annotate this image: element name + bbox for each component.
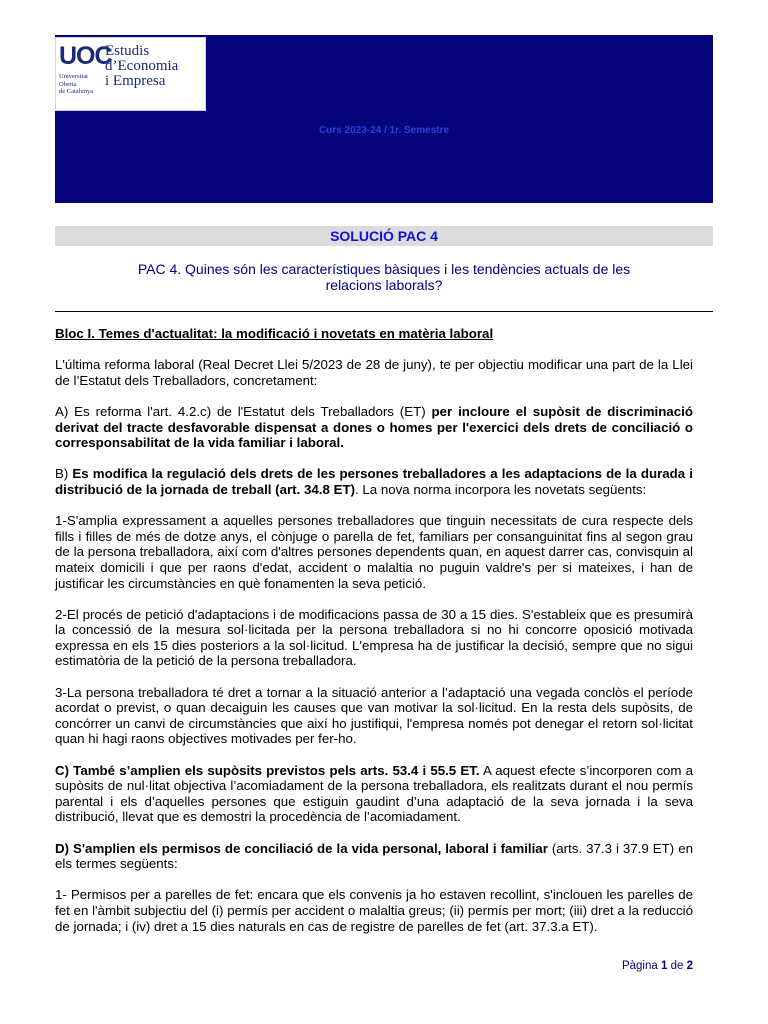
item-2: 2-El procés de petició d'adaptacions i de modificacions passa de 30 a 15 dies. S'estableix que es presumirà la concessió de la mesura sol·licitada per la persona treballadora si no hi concorre oposició motivada expressa en els 15 dies posteriors a la sol·licitud. L'empresa ha de justificar la decisió, sempre que no sigui estimatòria de la petició de la persona treballadora. <box>55 606 693 669</box>
divider <box>55 311 713 312</box>
logo-name: Estudis d’Economia i Empresa <box>105 43 179 89</box>
point-c <box>55 763 693 825</box>
point-c-tail: A aquest efecte s’incorporen com a supòsits de nul·litat objectiva l’acomiadament de la persona treballadora, els realitzats durant el nou permís parental i els d’aquelles persones que estiguin gaudint d’una adaptació de la seva jornada i la seva distribució, llevat que es demostri la procedència de l’acomiadament. <box>55 762 693 825</box>
logo-university: Universitat Oberta de Catalunya <box>59 73 94 95</box>
item-1: 1-S'amplia expressament a aquelles persones treballadores que tinguin necessitats de cura respecte dels fills i filles de més de dotze anys, el cònjuge o parella de fet, familiars per consanguinitat fins al segon grau de la persona treballadora, així com d'altres persones dependents quan, en aquest darrer cas, convisquin al mateix domicili i que per raons d'edat, accident o malaltia no puguin valdre's per si mateixes, i han de justificar les circumstàncies en què fonamenten la seva petició. <box>55 513 693 591</box>
logo-mark: UOC <box>59 42 112 70</box>
item-3: 3-La persona treballadora té dret a tornar a la situació anterior a l’adaptació una vegada conclòs el període acordat o previst, o quan decaiguin les causes que van motivar la sol·licitud. En la resta dels supòsits, de concórrer un canvi de circumstàncies que així ho justifiqui, l'empresa només pot denegar el retorn sol·licitat quan hi hagi raons objectives motivades per fer-ho. <box>55 684 693 747</box>
point-d <box>55 841 693 872</box>
page-number <box>622 960 693 972</box>
page-current: 1 <box>660 960 668 972</box>
point-b-lead: B) <box>55 466 73 482</box>
point-a <box>55 404 693 451</box>
point-a-bold: per incloure el supòsit de discriminació derivat del tracte desfavorable dispensat a dones o homes per l'exercici dels drets de conciliació o corresponsabilitat de la vida familiar i laboral. <box>55 403 693 451</box>
pac-question <box>70 261 698 293</box>
bloc-heading <box>55 326 693 342</box>
of-word: de <box>670 960 684 972</box>
point-c-bold: C) També s’amplien els supòsits previstos pels arts. 53.4 i 55.5 ET. <box>55 762 480 778</box>
uoc-logo <box>55 37 206 111</box>
item-d1: 1- Permisos per a parelles de fet: encara que els convenis ja ho estaven recollint, s'inclouen les parelles de fet en l'àmbit subjectiu del (i) permís per accident o malaltia greus; (ii) permís per mort; (iii) dret a la reducció de jornada; i (iv) dret a 15 dies naturals en cas de registre de parelles de fet (art. 37.3.a ET). <box>55 887 693 934</box>
point-a-lead: A) Es reforma l'art. 4.2.c) de l'Estatut dels Treballadors (ET) <box>55 403 432 419</box>
course-label: Curs 2023-24 / 1r. Semestre <box>318 125 450 136</box>
point-d-tail: (arts. 37.3 i 37.9 ET) en els termes següents: <box>55 840 693 872</box>
bloc-heading-text: Bloc I. Temes d'actualitat: la modificació i novetats en matèria laboral <box>55 326 494 341</box>
pac-question-line2: relacions laborals? <box>325 277 443 293</box>
point-d-bold: D) S'amplien els permisos de conciliació de la vida personal, laboral i familiar <box>55 840 548 856</box>
intro-paragraph: L'última reforma laboral (Real Decret Llei 5/2023 de 28 de juny), te per objectiu modificar una part de la Llei de l’Estatut dels Treballadors, concretament: <box>55 357 693 388</box>
point-b-tail: . La nova norma incorpora les novetats següents: <box>355 481 647 497</box>
pac-question-line1: PAC 4. Quines són les característiques bàsiques i les tendències actuals de les <box>137 261 631 277</box>
point-b-bold: Es modifica la regulació dels drets de les persones treballadores a les adaptacions de la durada i distribució de la jornada de treball (art. 34.8 ET) <box>55 466 693 497</box>
page-word: Pàgina <box>621 960 658 972</box>
document-body <box>55 326 693 950</box>
document-title: SOLUCIÓ PAC 4 <box>55 226 713 246</box>
page-total: 2 <box>686 960 693 972</box>
point-b <box>55 466 693 497</box>
